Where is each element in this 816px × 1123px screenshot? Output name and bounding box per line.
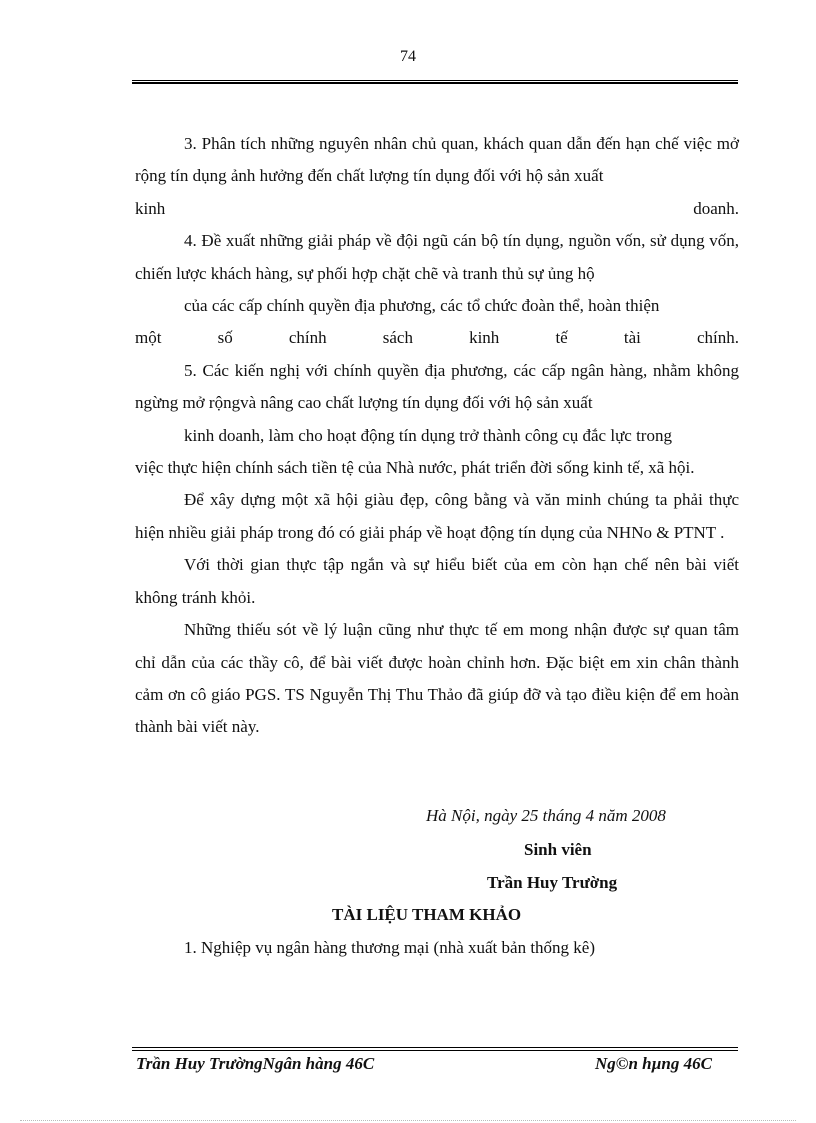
paragraph-thanks: Những thiếu sót về lý luận cũng như thực tế em mong nhận được sự quan tâm chỉ dẫn của các thầy cô, để bài viết được hoàn chỉnh hơn. Đặc biệt em xin chân thành cảm ơn cô giáo PGS. TS Nguyễn Thị Thu Thảo đã giúp đỡ và tạo điều kiện để em hoàn thành bài viết này. <box>135 620 739 737</box>
word: số <box>217 328 233 348</box>
references-title: TÀI LIỆU THAM KHẢO <box>332 905 522 924</box>
reference-item: 1. Nghiệp vụ ngân hàng thương mại (nhà xuất bản thống kê) <box>184 938 596 957</box>
footer-rule-bottom <box>132 1050 738 1051</box>
footer-right: Ng©n hµng 46C <box>595 1054 712 1073</box>
paragraph-time: Với thời gian thực tập ngắn và sự hiểu biết của em còn hạn chế nên bài viết không tránh khỏi. <box>135 555 739 607</box>
footer-left: Trần Huy TrườngNgân hàng 46C <box>136 1054 375 1073</box>
page-edge-dots <box>20 1120 796 1121</box>
document-body <box>135 128 739 744</box>
word: một <box>135 328 162 348</box>
signature-name: Trần Huy Trường <box>487 873 618 892</box>
word: tài <box>623 328 641 348</box>
paragraph-5a: 5. Các kiến nghị với chính quyền địa phương, các cấp ngân hàng, nhằm không ngừng mở rộngvà nâng cao chất lượng tín dụng đối với hộ sản xuất <box>135 360 739 413</box>
page-number: 74 <box>400 48 416 65</box>
signature-role: Sinh viên <box>524 840 592 859</box>
word: kinh <box>135 198 166 218</box>
paragraph-4a: 4. Đề xuất những giải pháp về đội ngũ cán bộ tín dụng, nguồn vốn, sử dụng vốn, chiến lược khách hàng, sự phối hợp chặt chẽ và tranh thủ sự ủng hộ <box>135 231 739 283</box>
paragraph-4-last-line <box>135 322 739 354</box>
word: chính. <box>696 328 739 348</box>
footer-rule-top <box>132 1047 738 1048</box>
paragraph-3: 3. Phân tích những nguyên nhân chủ quan, khách quan dẫn đến hạn chế việc mở rộng tín dụng ảnh hưởng đến chất lượng tín dụng đối với hộ sản xuất <box>135 134 739 186</box>
word: sách <box>382 328 413 348</box>
word: kinh <box>469 328 500 348</box>
paragraph-5b: kinh doanh, làm cho hoạt động tín dụng trở thành công cụ đắc lực trong <box>184 425 672 445</box>
word: chính <box>288 328 327 348</box>
header-rule-thick <box>132 82 738 84</box>
paragraph-3-last-line <box>135 193 739 225</box>
signature-date: Hà Nội, ngày 25 tháng 4 năm 2008 <box>426 806 666 825</box>
paragraph-conclusion: Để xây dựng một xã hội giàu đẹp, công bằng và văn minh chúng ta phải thực hiện nhiều giải pháp trong đó có giải pháp về hoạt động tín dụng của NHNo & PTNT . <box>135 490 739 542</box>
paragraph-4b: của các cấp chính quyền địa phương, các tổ chức đoàn thể, hoàn thiện <box>184 296 660 316</box>
word: doanh. <box>693 198 739 218</box>
word: tế <box>555 328 568 348</box>
header-rule-thin <box>132 80 738 81</box>
paragraph-5c: việc thực hiện chính sách tiền tệ của Nhà nước, phát triển đời sống kinh tế, xã hội. <box>135 458 695 478</box>
